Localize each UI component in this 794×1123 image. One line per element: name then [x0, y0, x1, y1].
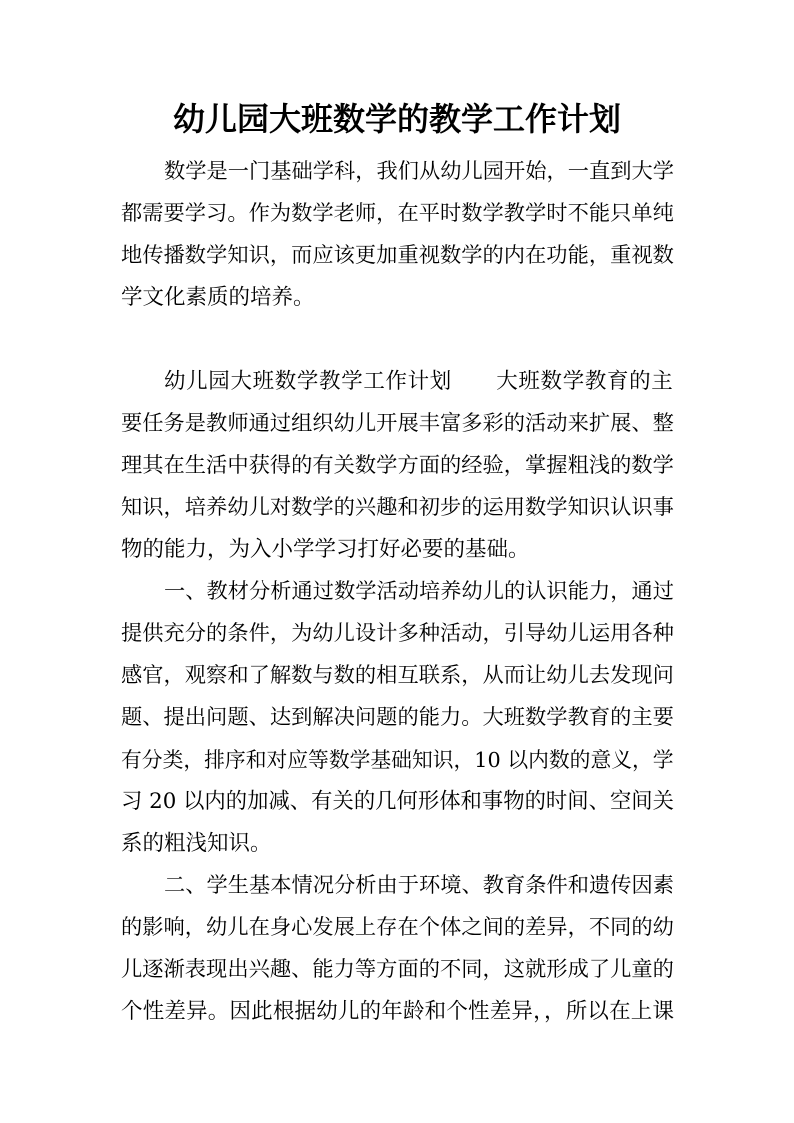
paragraph-3-line-1: 一、教材分析通过数学活动培养幼儿的认识能力，通过: [164, 579, 675, 604]
paragraph-2-line-5: 物的能力，为入小学学习打好必要的基础。: [121, 537, 530, 562]
document-title: 幼儿园大班数学的教学工作计划: [172, 100, 621, 138]
paragraph-1-line-2: 都需要学习。作为数学老师，在平时数学教学时不能只单纯: [121, 201, 674, 226]
paragraph-3-line-5: 有分类，排序和对应等数学基础知识，10 以内数的意义，学: [121, 748, 674, 772]
paragraph-4-line-4: 个性差异。因此根据幼儿的年龄和个性差异，，所以在上课: [121, 999, 675, 1024]
paragraph-1-line-1: 数学是一门基础学科，我们从幼儿园开始，一直到大学: [164, 159, 675, 184]
paragraph-4-line-3: 儿逐渐表现出兴趣、能力等方面的不同，这就形成了儿童的: [121, 957, 674, 982]
paragraph-4-line-1: 二、学生基本情况分析由于环境、教育条件和遗传因素: [164, 873, 675, 898]
paragraph-3-line-4: 题、提出问题、达到解决问题的能力。大班数学教育的主要: [121, 705, 674, 730]
paragraph-3-line-6: 习 20 以内的加减、有关的几何形体和事物的时间、空间关: [121, 789, 674, 814]
paragraph-3-line-3: 感官，观察和了解数与数的相互联系，从而让幼儿去发现问: [121, 663, 674, 688]
paragraph-2-line-4: 知识，培养幼儿对数学的兴趣和初步的运用数学知识认识事: [121, 495, 674, 520]
paragraph-2-line-2: 要任务是教师通过组织幼儿开展丰富多彩的活动来扩展、整: [121, 411, 674, 436]
paragraph-3-line-7: 系的粗浅知识。: [121, 831, 272, 856]
paragraph-2-line-3: 理其在生活中获得的有关数学方面的经验，掌握粗浅的数学: [121, 453, 674, 478]
paragraph-1-line-4: 学文化素质的培养。: [121, 285, 315, 310]
paragraph-4-line-2: 的影响，幼儿在身心发展上存在个体之间的差异，不同的幼: [121, 915, 674, 940]
paragraph-2-line-1: 幼儿园大班数学教学工作计划 大班数学教育的主: [164, 369, 674, 394]
paragraph-1-line-3: 地传播数学知识，而应该更加重视数学的内在功能，重视数: [121, 243, 674, 268]
paragraph-3-line-2: 提供充分的条件，为幼儿设计多种活动，引导幼儿运用各种: [121, 621, 674, 646]
